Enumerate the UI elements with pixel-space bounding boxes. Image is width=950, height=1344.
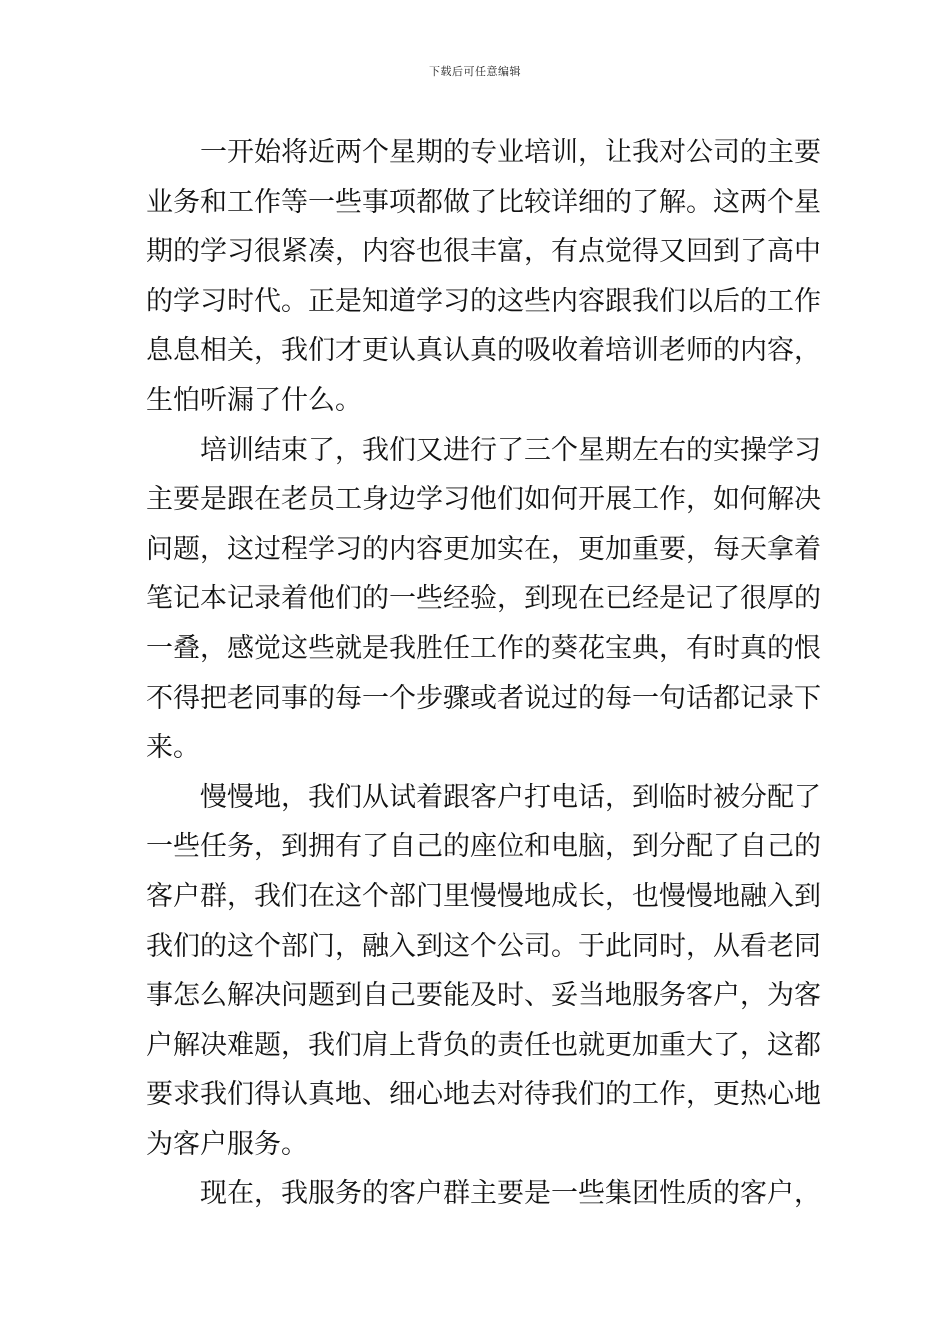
- text-line: 培训结束了，我们又进行了三个星期左右的实操学习: [200, 434, 821, 466]
- text-line: 客户群，我们在这个部门里慢慢地成长，也慢慢地融入到: [146, 880, 821, 912]
- text-line: 我们的这个部门，融入到这个公司。于此同时，从看老同: [146, 930, 821, 962]
- text-line: 一叠，感觉这些就是我胜任工作的葵花宝典，有时真的恨: [146, 632, 821, 664]
- text-line: 问题，这过程学习的内容更加实在，更加重要，每天拿着: [146, 533, 821, 565]
- text-line: 息息相关，我们才更认真认真的吸收着培训老师的内容，: [146, 335, 821, 367]
- text-line: 来。: [146, 732, 200, 764]
- text-line: 为客户服务。: [146, 1128, 308, 1160]
- text-line: 笔记本记录着他们的一些经验，到现在已经是记了很厚的: [146, 583, 821, 615]
- document-body: [146, 128, 821, 1219]
- text-line: 生怕听漏了什么。: [146, 384, 362, 416]
- paragraph-4: [146, 1169, 821, 1219]
- text-line: 慢慢地，我们从试着跟客户打电话，到临时被分配了: [200, 781, 821, 813]
- page-header: 下载后可任意编辑: [429, 65, 521, 78]
- text-line: 一些任务，到拥有了自己的座位和电脑，到分配了自己的: [146, 831, 821, 863]
- text-line: 要求我们得认真地、细心地去对待我们的工作，更热心地: [146, 1079, 821, 1111]
- text-line: 户解决难题，我们肩上背负的责任也就更加重大了，这都: [146, 1029, 821, 1061]
- paragraph-2: [146, 426, 821, 773]
- text-line: 的学习时代。正是知道学习的这些内容跟我们以后的工作: [146, 285, 821, 317]
- text-line: 事怎么解决问题到自己要能及时、妥当地服务客户，为客: [146, 980, 821, 1012]
- text-line: 一开始将近两个星期的专业培训，让我对公司的主要: [200, 137, 821, 168]
- text-line: 主要是跟在老员工身边学习他们如何开展工作，如何解决: [146, 484, 821, 516]
- paragraph-3: [146, 773, 821, 1170]
- paragraph-1: [146, 128, 821, 426]
- text-line: 业务和工作等一些事项都做了比较详细的了解。这两个星: [146, 186, 821, 218]
- text-line: 现在，我服务的客户群主要是一些集团性质的客户，: [200, 1178, 821, 1210]
- text-line: 期的学习很紧凑，内容也很丰富，有点觉得又回到了高中: [146, 236, 821, 268]
- text-line: 不得把老同事的每一个步骤或者说过的每一句话都记录下: [146, 682, 821, 714]
